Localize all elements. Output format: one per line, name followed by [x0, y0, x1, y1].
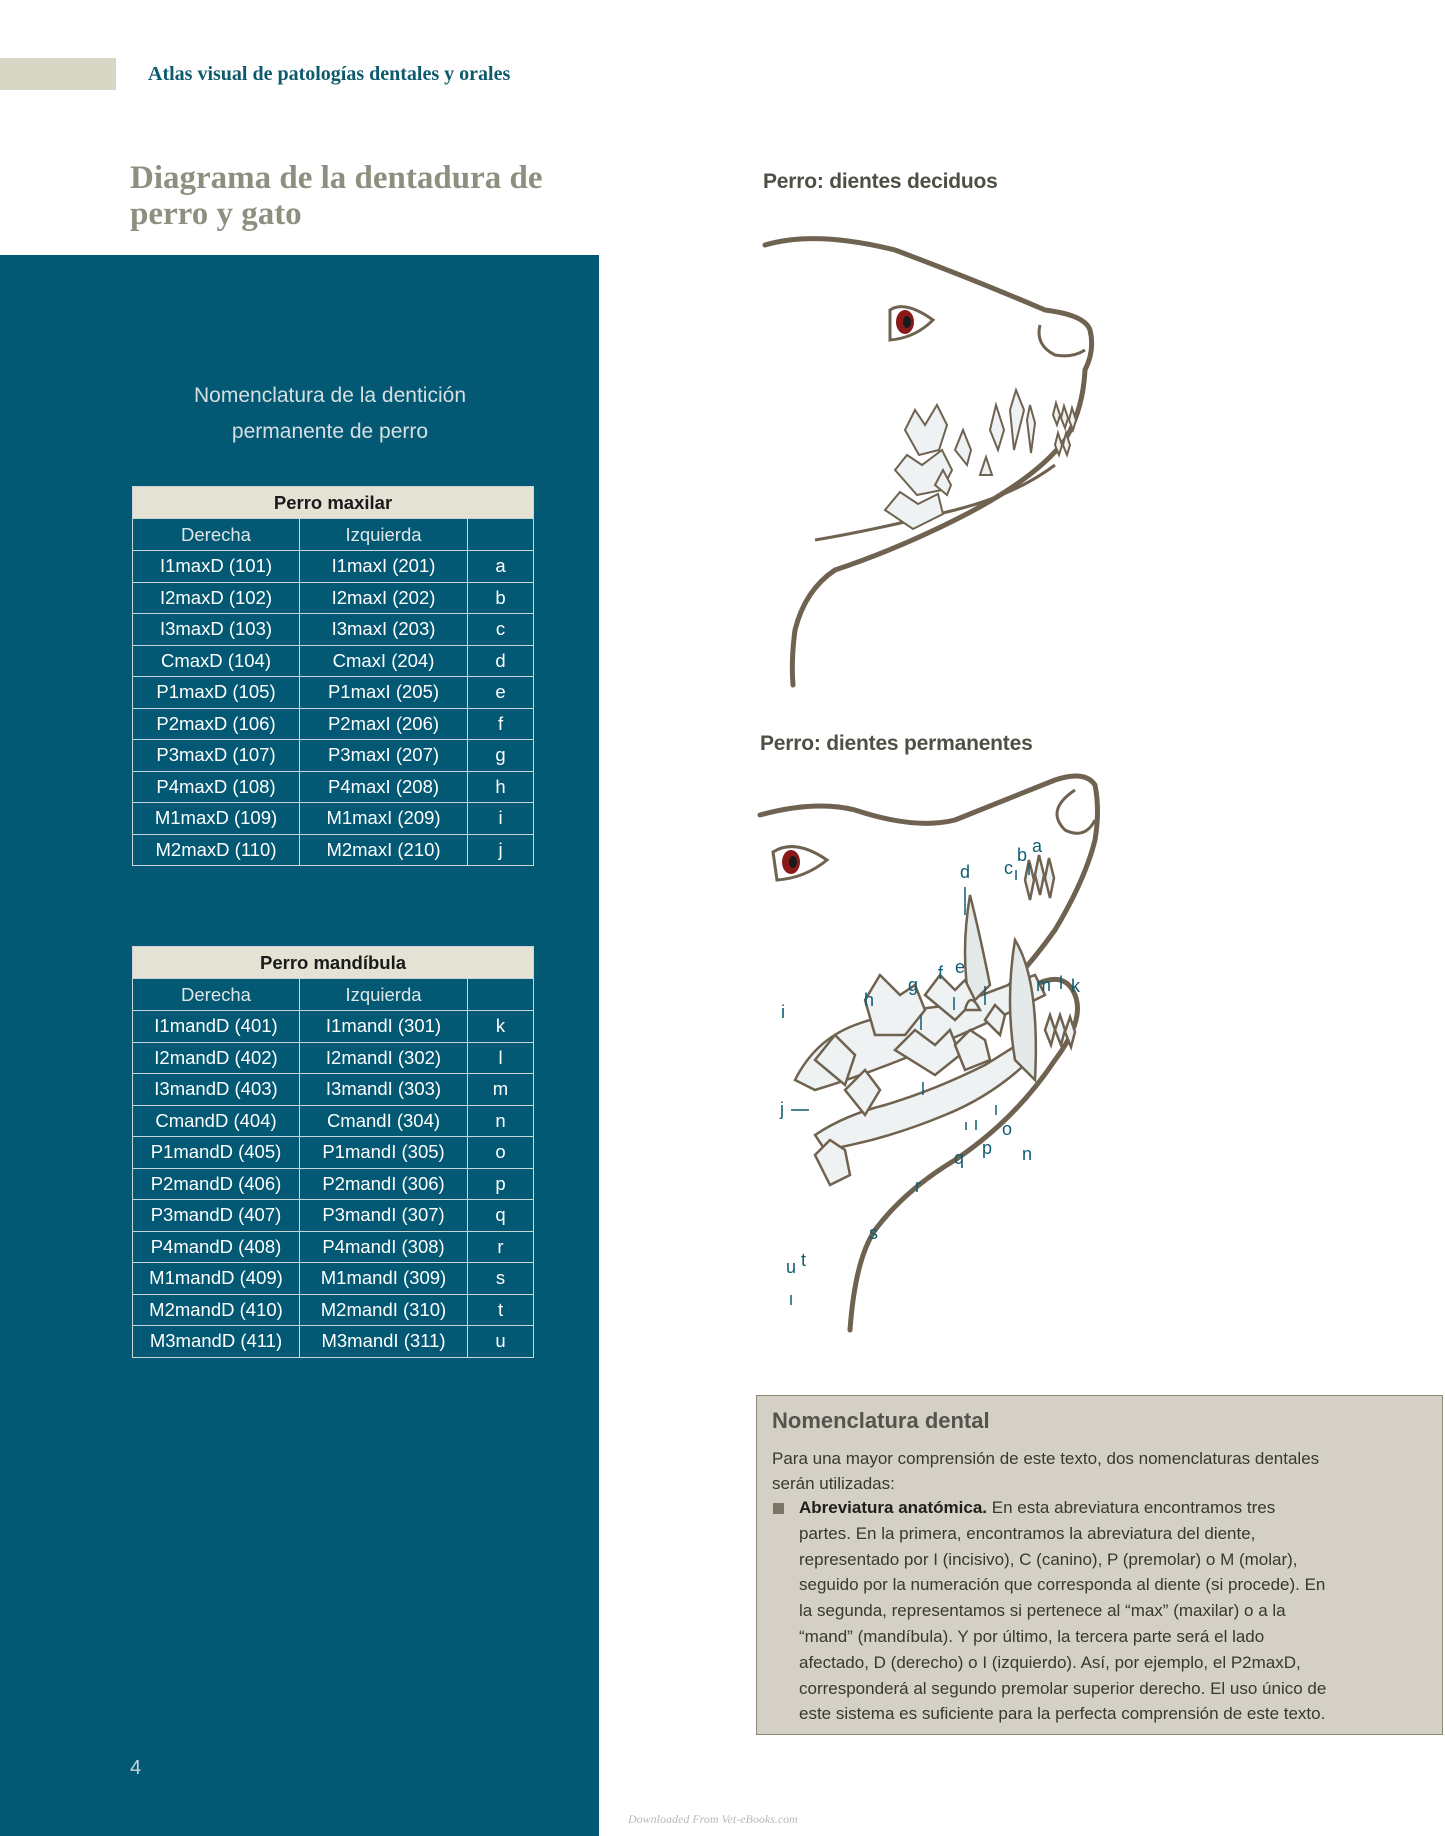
- cell-izquierda: M1mandI (309): [300, 1263, 468, 1295]
- mandibula-row: [133, 1263, 534, 1295]
- maxilar-row: [133, 614, 534, 646]
- tooth-label: c: [1004, 858, 1013, 878]
- maxilar-col-derecha: Derecha: [133, 519, 300, 551]
- deciduous-dog-skull-illustration: [755, 230, 1195, 690]
- figure-permanent-title: Perro: dientes permanentes: [760, 732, 1033, 755]
- cell-letter: n: [468, 1105, 534, 1137]
- cell-izquierda: M2mandI (310): [300, 1294, 468, 1326]
- cell-letter: m: [468, 1074, 534, 1106]
- figure-deciduous-title: Perro: dientes deciduos: [763, 170, 998, 193]
- maxilar-table: [132, 486, 534, 866]
- tooth-label: i: [781, 1002, 785, 1022]
- cell-izquierda: P3maxI (207): [300, 740, 468, 772]
- nomenclature-box-intro: Para una mayor comprensión de este texto, dos nomenclaturas dentales serán utilizadas:: [772, 1449, 1320, 1493]
- nomenclature-box-title: Nomenclatura dental: [772, 1408, 990, 1433]
- cell-letter: g: [468, 740, 534, 772]
- cell-izquierda: P2mandI (306): [300, 1168, 468, 1200]
- tooth-label: a: [1032, 836, 1043, 856]
- mandibula-row: [133, 1200, 534, 1232]
- cell-derecha: I3mandD (403): [133, 1074, 300, 1106]
- nomenclature-box: [756, 1395, 1443, 1735]
- cell-letter: l: [468, 1042, 534, 1074]
- cell-izquierda: I1mandI (301): [300, 1011, 468, 1043]
- cell-letter: i: [468, 803, 534, 835]
- cell-derecha: M1mandD (409): [133, 1263, 300, 1295]
- bullet-square-icon: [773, 1503, 784, 1514]
- cell-derecha: CmaxD (104): [133, 645, 300, 677]
- eye-icon: [773, 847, 827, 880]
- cell-derecha: P4mandD (408): [133, 1231, 300, 1263]
- tooth-label: p: [982, 1138, 993, 1158]
- cell-letter: c: [468, 614, 534, 646]
- mandibula-row: [133, 1231, 534, 1263]
- maxilar-row: [133, 677, 534, 709]
- cell-izquierda: P1mandI (305): [300, 1137, 468, 1169]
- mandibula-row: [133, 1042, 534, 1074]
- header-color-bar: [0, 58, 116, 90]
- running-head: Atlas visual de patologías dentales y orales: [148, 63, 511, 85]
- nomenclature-bullet: [799, 1495, 1329, 1727]
- tooth-label: s: [869, 1223, 878, 1243]
- maxilar-row: [133, 834, 534, 866]
- maxilar-row: [133, 645, 534, 677]
- panel-heading: [150, 378, 510, 450]
- cell-izquierda: CmandI (304): [300, 1105, 468, 1137]
- tooth-label: o: [1002, 1119, 1013, 1139]
- cell-izquierda: P2maxI (206): [300, 708, 468, 740]
- permanent-dog-skull-illustration: [755, 760, 1235, 1340]
- cell-derecha: M1maxD (109): [133, 803, 300, 835]
- page-number: 4: [130, 1757, 142, 1779]
- cell-letter: e: [468, 677, 534, 709]
- cell-derecha: I1maxD (101): [133, 551, 300, 583]
- cell-letter: d: [468, 645, 534, 677]
- tooth-label: k: [1071, 976, 1080, 996]
- maxilar-col-izquierda: Izquierda: [300, 519, 468, 551]
- cell-derecha: P2maxD (106): [133, 708, 300, 740]
- mandibula-row: [133, 1294, 534, 1326]
- tooth-label: h: [864, 990, 875, 1010]
- maxilar-table-caption: Perro maxilar: [133, 487, 534, 519]
- cell-derecha: M3mandD (411): [133, 1326, 300, 1358]
- cell-letter: s: [468, 1263, 534, 1295]
- cell-derecha: P3mandD (407): [133, 1200, 300, 1232]
- cell-izquierda: P1maxI (205): [300, 677, 468, 709]
- mandibula-table: [132, 946, 534, 1358]
- cell-letter: q: [468, 1200, 534, 1232]
- mandibula-row: [133, 1011, 534, 1043]
- maxilar-row: [133, 708, 534, 740]
- cell-letter: j: [468, 834, 534, 866]
- cell-izquierda: I3mandI (303): [300, 1074, 468, 1106]
- cell-derecha: I2maxD (102): [133, 582, 300, 614]
- cell-letter: u: [468, 1326, 534, 1358]
- tooth-label: t: [801, 1250, 807, 1270]
- tooth-label: g: [908, 975, 919, 995]
- cell-izquierda: M2maxI (210): [300, 834, 468, 866]
- cell-letter: o: [468, 1137, 534, 1169]
- tooth-label: n: [1022, 1144, 1033, 1164]
- maxilar-row: [133, 740, 534, 772]
- tooth-label: l: [1059, 973, 1063, 993]
- cell-letter: f: [468, 708, 534, 740]
- tooth-label: u: [786, 1257, 797, 1277]
- mandibula-row: [133, 1105, 534, 1137]
- mandibula-row: [133, 1074, 534, 1106]
- mandibula-row: [133, 1168, 534, 1200]
- cell-izquierda: I3maxI (203): [300, 614, 468, 646]
- cell-derecha: P2mandD (406): [133, 1168, 300, 1200]
- maxilar-row: [133, 551, 534, 583]
- cell-derecha: P1maxD (105): [133, 677, 300, 709]
- cell-izquierda: I2mandI (302): [300, 1042, 468, 1074]
- tooth-label: m: [1036, 975, 1051, 995]
- cell-izquierda: P4mandI (308): [300, 1231, 468, 1263]
- cell-letter: p: [468, 1168, 534, 1200]
- maxilar-row: [133, 582, 534, 614]
- panel-heading-line2: permanente de perro: [231, 420, 429, 443]
- maxilar-row: [133, 771, 534, 803]
- cell-izquierda: P3mandI (307): [300, 1200, 468, 1232]
- cell-derecha: P1mandD (405): [133, 1137, 300, 1169]
- tooth-label: d: [960, 862, 971, 882]
- mandibula-col-derecha: Derecha: [133, 979, 300, 1011]
- maxilar-col-letter: [468, 519, 534, 551]
- cell-letter: r: [468, 1231, 534, 1263]
- mandibula-row: [133, 1137, 534, 1169]
- cell-derecha: I2mandD (402): [133, 1042, 300, 1074]
- cell-derecha: P4maxD (108): [133, 771, 300, 803]
- page-title: Diagrama de la dentadura de perro y gato: [130, 160, 543, 232]
- cell-letter: b: [468, 582, 534, 614]
- tooth-label: q: [954, 1148, 965, 1168]
- eye-icon: [890, 307, 933, 340]
- cell-letter: t: [468, 1294, 534, 1326]
- cell-letter: a: [468, 551, 534, 583]
- cell-letter: h: [468, 771, 534, 803]
- maxilar-row: [133, 803, 534, 835]
- tooth-label: e: [955, 957, 966, 977]
- tooth-label: r: [915, 1176, 921, 1196]
- cell-izquierda: CmaxI (204): [300, 645, 468, 677]
- tooth-label: j: [780, 1099, 784, 1119]
- bullet-term: Abreviatura anatómica.: [799, 1498, 988, 1517]
- panel-heading-line1: Nomenclatura de la dentición: [194, 384, 466, 407]
- bullet-text: En esta abreviatura encontramos tres partes. En la primera, encontramos la abreviatura del diente, representado por I (incisivo), C (canino), P (premolar) o M (molar), seguido por la numeración que corresponda al diente (si procede). En la segunda, representamos si pertenece al “max” (maxilar) o a la “mand” (mandíbula). Y por último, la tercera parte será el lado afectado, D (derecho) o I (izquierdo). Así, por ejemplo, el P2maxD, corresponderá al segundo premolar superior derecho. El uso único de este sistema es suficiente para la perfecta comprensión de este texto.: [799, 1498, 1327, 1724]
- cell-izquierda: M1maxI (209): [300, 803, 468, 835]
- cell-derecha: I1mandD (401): [133, 1011, 300, 1043]
- mandibula-row: [133, 1326, 534, 1358]
- cell-izquierda: P4maxI (208): [300, 771, 468, 803]
- footer-credit: Downloaded From Vet-eBooks.com: [628, 1812, 798, 1826]
- mandibula-col-letter: [468, 979, 534, 1011]
- cell-derecha: M2mandD (410): [133, 1294, 300, 1326]
- cell-izquierda: I1maxI (201): [300, 551, 468, 583]
- mandibula-col-izquierda: Izquierda: [300, 979, 468, 1011]
- cell-derecha: P3maxD (107): [133, 740, 300, 772]
- cell-letter: k: [468, 1011, 534, 1043]
- tooth-label: b: [1017, 845, 1028, 865]
- cell-derecha: M2maxD (110): [133, 834, 300, 866]
- mandibula-table-caption: Perro mandíbula: [133, 947, 534, 979]
- cell-derecha: CmandD (404): [133, 1105, 300, 1137]
- cell-derecha: I3maxD (103): [133, 614, 300, 646]
- tooth-label: f: [938, 963, 944, 983]
- cell-izquierda: M3mandI (311): [300, 1326, 468, 1358]
- cell-izquierda: I2maxI (202): [300, 582, 468, 614]
